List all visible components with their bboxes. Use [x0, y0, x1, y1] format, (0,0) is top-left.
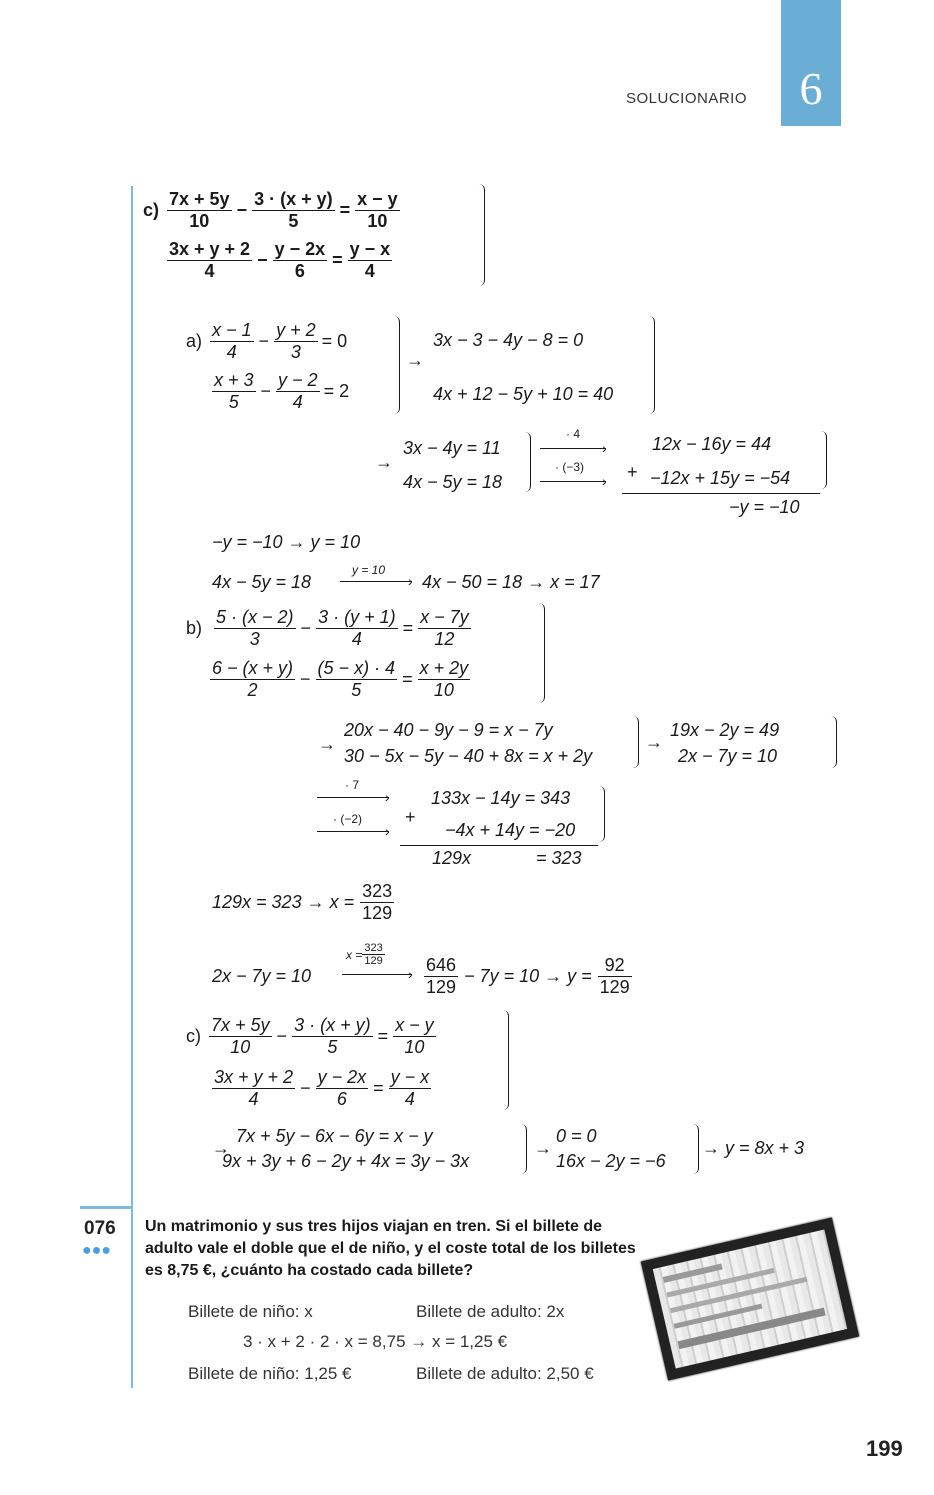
chapter-tab	[781, 0, 841, 126]
system-brace	[502, 1010, 509, 1110]
multiply-arrow	[317, 831, 389, 832]
sum-result-left: 129x	[432, 848, 472, 868]
part-a-system: a) $\frac{x - 1}{4}$ − $\frac{y + 2}{3}$ = 0 $\frac{x + 3}{5}$ − $\frac{y - 2}{4}$ = 2	[186, 319, 350, 412]
multiplier-label: · 7	[345, 778, 360, 792]
arrow-tip: ›	[408, 573, 413, 589]
sum-line-1: 12x − 16y = 44	[652, 434, 772, 454]
arrow-tip: ›	[602, 440, 607, 456]
frac-den: 4	[276, 391, 320, 413]
simplified-eq-1: 3x − 4y = 11	[403, 438, 501, 458]
frac-num: 646	[426, 954, 457, 975]
solve-step-2-right: 4x − 50 = 18 → x = 17	[422, 572, 600, 592]
frac-num: y + 2	[276, 319, 316, 340]
frac-den: 129	[362, 902, 393, 923]
frac-den: 4	[212, 1088, 295, 1110]
frac-num: y − 2x	[317, 1066, 367, 1087]
train-ticket-image	[641, 1218, 859, 1381]
ticket-text-line	[678, 1308, 826, 1350]
frac-num: x + 2y	[419, 657, 469, 678]
frac-num: 3x + y + 2	[169, 238, 251, 259]
frac-den: 129	[599, 976, 630, 997]
multiply-arrow	[317, 797, 389, 798]
ticket-text-line	[663, 1264, 723, 1283]
implies-arrow: →	[318, 734, 336, 754]
frac-den: 10	[209, 1036, 272, 1058]
system-brace	[393, 316, 400, 414]
solve-step-left: 2x − 7y = 10	[212, 966, 312, 986]
system-brace	[820, 431, 827, 489]
system-brace	[598, 786, 605, 842]
implies-arrow: →	[534, 1138, 552, 1158]
operator: −	[236, 199, 248, 220]
frac-num: 3x + y + 2	[214, 1066, 294, 1087]
frac-den: 10	[418, 679, 471, 701]
exercise-rule	[80, 1206, 132, 1209]
substitution-label	[346, 942, 385, 967]
frac-den: 5	[252, 210, 335, 232]
frac-num: 7x + 5y	[169, 188, 230, 209]
implies-arrow: →	[645, 732, 663, 752]
system-brace	[648, 316, 655, 414]
system-brace	[632, 716, 639, 768]
arrow-tip: ›	[602, 473, 607, 489]
multiplier-label: · 4	[566, 427, 581, 441]
frac-den: 10	[355, 210, 400, 232]
solve-step-2-left: 4x − 5y = 18	[212, 572, 312, 592]
frac-den: 5	[292, 1036, 373, 1058]
expanded-eq-1: 3x − 3 − 4y − 8 = 0	[433, 330, 584, 350]
frac-num: x − 7y	[420, 606, 469, 627]
simplified-eq-1: 0 = 0	[556, 1126, 597, 1146]
frac-num: y − 2x	[274, 238, 326, 259]
substitution-lhs: x =	[346, 947, 363, 962]
exercise-number: 076	[84, 1218, 116, 1239]
frac-num: 7x + 5y	[211, 1014, 270, 1035]
part-b-system: b) $\frac{5 \cdot (x - 2)}{3}$ − $\frac{3 \cdot (y + 1)}{4}$ = $\frac{x - 7y}{12}$ $\frac{6 - (x + y)}{2}$ − $\frac{(5 - x) \cdot 4}{5}$ = $\frac{x + 2y}{10}$	[186, 606, 469, 700]
frac-num: y − x	[349, 238, 391, 259]
frac-num: y − x	[390, 1066, 430, 1087]
frac-den: 12	[418, 628, 471, 650]
problem-statement: Un matrimonio y sus tres hijos viajan en tren. Si el billete de adulto vale el doble que el de niño, y el coste total de los billetes es 8,75 €, ¿cuánto ha costado cada billete?	[145, 1218, 636, 1279]
solve-x-line	[212, 876, 394, 928]
arrow-tip: ›	[385, 823, 390, 839]
sum-result-right: = 323	[536, 848, 582, 868]
multiplier-label: · (−2)	[333, 812, 363, 826]
ticket-equation: 3 · x + 2 · 2 · x = 8,75 → x = 1,25 €	[243, 1332, 508, 1351]
sum-result: −y = −10	[729, 497, 800, 517]
substitution-arrow	[342, 974, 412, 975]
operator: =	[339, 199, 351, 220]
part-a-label: a)	[186, 330, 203, 351]
frac-num: 3 · (x + y)	[254, 188, 333, 209]
frac-den: 129	[364, 955, 383, 967]
system-brace	[478, 184, 485, 286]
adult-ticket-answer: Billete de adulto: 2,50 €	[416, 1364, 594, 1383]
sum-line-1: 133x − 14y = 343	[431, 788, 571, 808]
expanded-eq-1: 7x + 5y − 6x − 6y = x − y	[236, 1126, 433, 1146]
frac-den: 10	[167, 210, 232, 232]
final-result: → y = 8x + 3	[702, 1138, 805, 1158]
part-b-label: b)	[186, 617, 203, 638]
frac-num: 92	[604, 954, 625, 975]
rhs: = 2	[323, 380, 350, 401]
frac-num: x − 1	[212, 319, 252, 340]
frac-num: y − 2	[278, 369, 318, 390]
heading-system	[143, 185, 400, 285]
system-brace	[692, 1124, 699, 1174]
expanded-eq-2: 9x + 3y + 6 − 2y + 4x = 3y − 3x	[222, 1151, 470, 1171]
system-brace	[524, 432, 531, 492]
frac-den: 4	[389, 1088, 432, 1110]
implies-arrow: →	[212, 1138, 230, 1158]
frac-den: 6	[273, 260, 328, 282]
implies-arrow: →	[406, 350, 424, 370]
solve-y-line	[424, 950, 632, 1002]
margin-rule	[131, 186, 133, 1206]
frac-den: 4	[167, 260, 252, 282]
frac-den: 3	[214, 628, 296, 650]
solve-step-1: −y = −10 → y = 10	[212, 532, 361, 552]
part-c-label: c)	[186, 1025, 201, 1046]
child-ticket-answer: Billete de niño: 1,25 €	[188, 1364, 352, 1383]
ticket-surface	[653, 1230, 847, 1369]
expanded-eq-2: 4x + 12 − 5y + 10 = 40	[433, 384, 614, 404]
sum-line-2: −12x + 15y = −54	[650, 468, 791, 488]
multiplier-label: · (−3)	[555, 460, 585, 474]
part-c-system: c) $\frac{7x + 5y}{10}$ − $\frac{3 \cdot (x + y)}{5}$ = $\frac{x - y}{10}$ $\frac{3x + y + 2}{4}$ − $\frac{y - 2x}{6}$ = $\frac{y - x}{4}$	[186, 1014, 434, 1109]
difficulty-dots: ●●●	[82, 1242, 111, 1259]
frac-num: x − y	[395, 1014, 434, 1035]
operator: =	[332, 249, 343, 270]
frac-num: 6 − (x + y)	[212, 657, 294, 678]
sum-rule	[622, 493, 820, 494]
exercise-margin-rule	[131, 1206, 133, 1388]
substitution-arrow	[340, 581, 412, 582]
frac-den: 4	[210, 341, 254, 363]
multiply-arrow	[540, 448, 606, 449]
multiply-arrow	[540, 481, 606, 482]
simplified-eq-2: 16x − 2y = −6	[556, 1151, 666, 1171]
chapter-number: 6	[799, 63, 823, 114]
simplified-eq-2: 2x − 7y = 10	[678, 746, 778, 766]
frac-den: 3	[274, 341, 318, 363]
adult-ticket-var: Billete de adulto: 2x	[416, 1302, 565, 1321]
simplified-eq-2: 4x − 5y = 18	[403, 472, 503, 492]
system-brace	[538, 603, 545, 703]
simplified-eq-1: 19x − 2y = 49	[670, 720, 780, 740]
frac-num: 323	[362, 880, 393, 901]
heading-label: c)	[143, 199, 160, 220]
frac-num: x − y	[357, 188, 398, 209]
operator: −	[257, 249, 268, 270]
frac-den: 2	[210, 679, 295, 701]
frac-num: 3 · (x + y)	[294, 1014, 371, 1035]
plus-sign: +	[627, 462, 638, 482]
arrow-tip: ›	[385, 789, 390, 805]
implies-arrow: →	[375, 452, 393, 472]
expanded-eq-1: 20x − 40 − 9y − 9 = x − 7y	[344, 720, 553, 740]
frac-num: x + 3	[214, 369, 254, 390]
sum-rule	[400, 845, 598, 846]
sum-line-2: −4x + 14y = −20	[445, 820, 576, 840]
frac-den: 6	[316, 1088, 369, 1110]
frac-den: 4	[348, 260, 393, 282]
frac-num: 3 · (y + 1)	[318, 606, 396, 627]
arrow-tip: ›	[408, 966, 413, 982]
frac-num: 5 · (x − 2)	[216, 606, 294, 627]
substitution-label: y = 10	[352, 563, 386, 577]
frac-den: 10	[393, 1036, 436, 1058]
page-number: 199	[866, 1436, 903, 1461]
system-brace	[830, 716, 837, 768]
system-brace	[520, 1124, 527, 1174]
frac-den: 5	[316, 679, 398, 701]
solve-x-left: 129x = 323 → x =	[212, 891, 355, 912]
child-ticket-var: Billete de niño: x	[188, 1302, 313, 1321]
frac-num: 323	[364, 942, 383, 954]
frac-num: (5 − x) · 4	[317, 657, 396, 678]
frac-den: 5	[212, 391, 256, 413]
frac-den: 129	[426, 976, 457, 997]
expanded-eq-2: 30 − 5x − 5y − 40 + 8x = x + 2y	[344, 746, 593, 766]
plus-sign: +	[405, 807, 416, 827]
frac-den: 4	[316, 628, 398, 650]
running-header: SOLUCIONARIO	[626, 90, 748, 107]
rhs: = 0	[321, 330, 348, 351]
solve-y-mid: − 7y = 10 → y =	[464, 965, 592, 986]
